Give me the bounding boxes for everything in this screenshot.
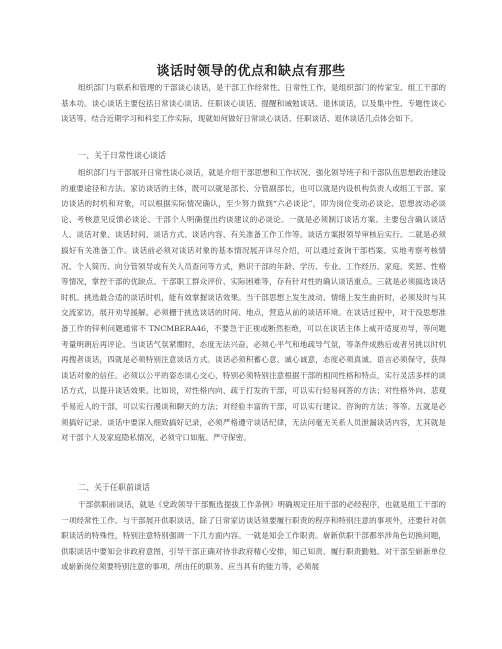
document-title: 谈话时领导的优点和缺点有那些 — [156, 64, 346, 79]
section-1-paragraph: 组织部门与干部展开日常性谈心谈话，就是介绍干部思想和工作状况、强化领导班子和干部队伍思想政治建设的重要途径和方法。家访谈话的主体，既可以就是部长、分管副部长，也可以就是内设机构负责人或组工干部。家访谈话的时机和对象，可以根据实际情况确认，至少努力做到“六必谈论”，即为岗位变动必谈论、思想波动必谈论、考核意见反馈必谈论、干部个人明确提出约谈建议的必谈论。一就是必须制订谈话方案。主要包含确认谈话人、谈话对象、谈话时间、谈话方式、谈话内容、有关准备工作工作等。谈话方案报领导审核后实行。二就是必须搞好有关准备工作。谈话前必须对谈话对象的基本情况展开详尽介绍，可以通过查询干部档案、实地考察考核情况、个人简历、向分管领导或有关人员查问等方式，熟识干部的年龄、学历、专业、工作经历、家庭、奖惩、性格等情况，掌控干部的优缺点、干部职工群众评价、实际困难等，存有针对性的确认谈话重点。三就是必须搞选谈话时机。挑选最合适的谈话时机，能有效掌握谈话效果。当干部思想上发生波动、情绪上发生曲折时，必须及时与其交流家访，展开劝导援解。必须栅于挑选谈话的时间、地点，营造从前的谈话环境。在谈话过程中，对于没思想准备工作的锌利问题通常不 TNCMBERA46，不要急于正视或断然拒绝，可以在谈话主体上威开适度劝导，等问题考量明朗后再评论。当谈话气氛紧绷时，态度无法兴奋，必须心平气和地疏导气氛，等条件成熟后或者另挑以时机再搜者谈话，四就是必须特别注意谈话方式。谈话必须积蓄心意、诚心诚意，态度必须真诚、语言必须保守，获得谈话对象的信任。必须以公平的姿态谈心交心，特别必须特别注意根据干部的相同性格和特点，实行灵活多样的谈话方式，以提升谈话效果。比如说，对性格内向、疏于打发的干部，可以实行轻易间答的方法；对性格外向、悲观乎易近人的干部，可以实行漫谈和聊天的方法；对经验丰富的干部，可以实行建议、咨询的方法；等等。五就是必须搞好记录。谈话中要深入细致搞好记录，必须严格遵守谈话纪律，无法问毫无关系人员泄漏谈话内容，尤其就是对干部个人及家庭隐私情况，必须守口如瓶、严守保密。 — [61, 168, 446, 443]
section-heading-2: 二、关于任职前谈话 — [78, 483, 150, 492]
intro-paragraph: 组织部门与联系和管理的干部谈心谈话，是干部工作经常性、日常性工作，是组织部门的传家宝、组工干部的基本功。谈心谈话主要包括日常谈心谈话、任职谈心谈话、提醒和诫勉谈话、退休谈话，以及集中性、专题性谈心谈话等。结合近期学习和科室工作实际，现就如何做好日常谈心谈话、任职谈话、退休谈话几点体会如下。 — [61, 83, 446, 124]
section-2-paragraph: 干部供职前谈话，就是《党政领导干部甄选提拔工作条例》明确规定任用干部的必经程序，也就是组工干部的一项经常性工作。与干部展开供职谈话，除了日常家访谈话须要履行职责的程序和特别注意的事项外，还要针对供职谈话的特殊性，特别注意特别强调一下几方面内容。一就是知会工作职责。崭新供职干部都举涉角色切换问题，供职谈话中要知会非政府意图，引导干部正确对待非政府精心安排，知己知责、履行职责勤勉。对干部至崭新单位或崭新岗位须要特别注意的事项、所由任的职务、应当具有的能力等，必须展 — [61, 500, 446, 572]
section-heading-1: 一、关于日常性谈心谈话 — [78, 151, 166, 160]
